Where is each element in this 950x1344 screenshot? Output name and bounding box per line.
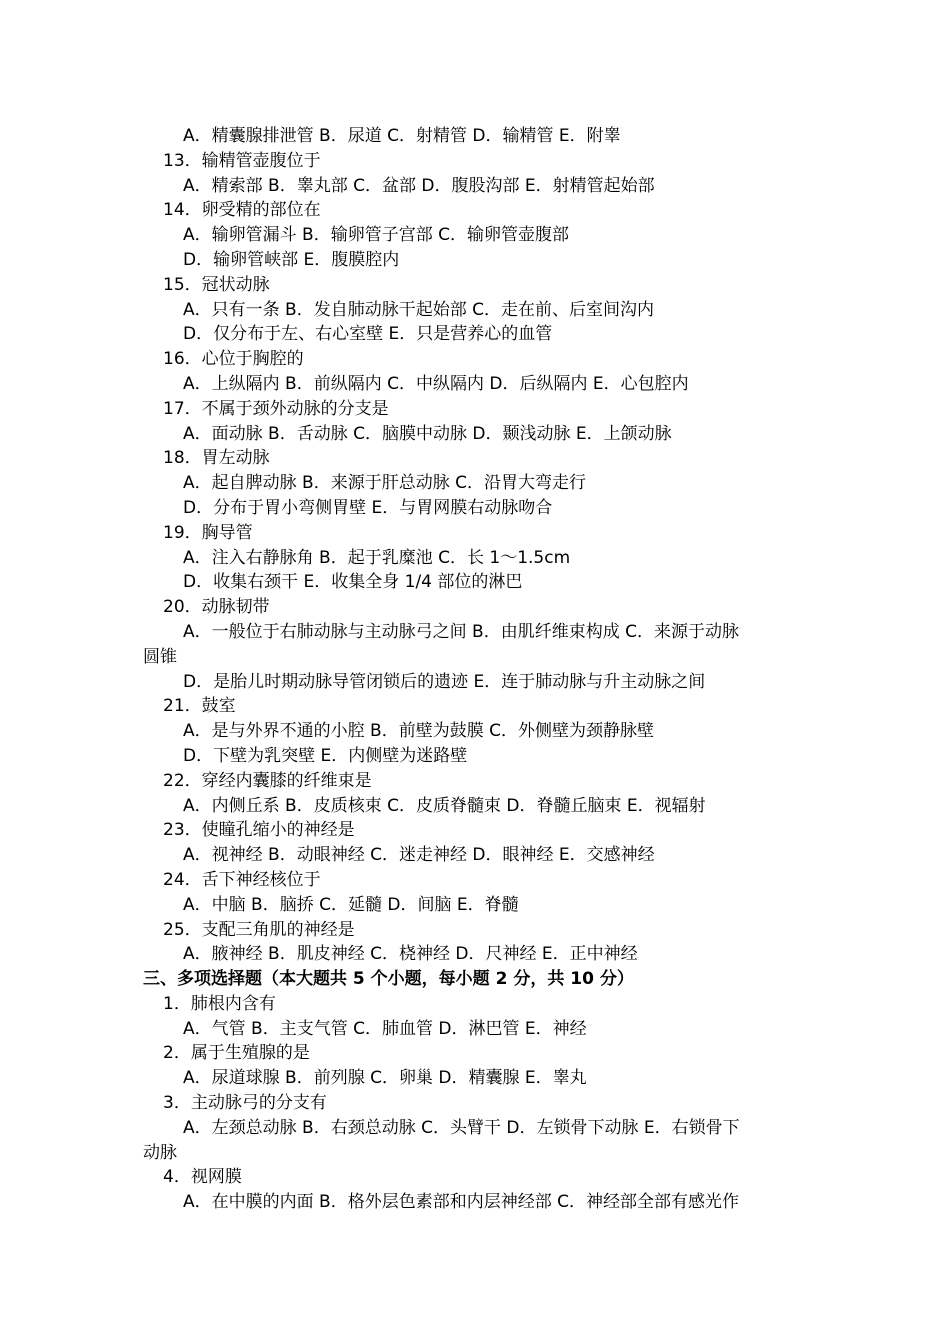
answer-options: D．输卵管峡部 E．腹膜腔内 — [183, 249, 400, 270]
answer-options: A．中脑 B．脑挢 C．延髓 D．间脑 E．脊髓 — [183, 894, 519, 915]
answer-options: A．只有一条 B．发自肺动脉干起始部 C．走在前、后室间沟内 — [183, 299, 654, 320]
question-stem: 15．冠状动脉 — [163, 274, 270, 295]
question-stem: 18．胃左动脉 — [163, 448, 270, 469]
answer-options: A．是与外界不通的小腔 B．前壁为鼓膜 C．外侧壁为颈静脉壁 — [183, 721, 654, 742]
answer-options: A．上纵隔内 B．前纵隔内 C．中纵隔内 D．后纵隔内 E．心包腔内 — [183, 373, 689, 394]
question-stem: 17．不属于颈外动脉的分支是 — [163, 398, 389, 419]
question-stem: 1．肺根内含有 — [163, 993, 276, 1014]
section-heading: 三、多项选择题（本大题共 5 个小题，每小题 2 分，共 10 分） — [143, 969, 634, 990]
answer-options: A．内侧丘系 B．皮质核束 C．皮质脊髓束 D．脊髓丘脑束 E．视辐射 — [183, 795, 706, 816]
answer-options: A．腋神经 B．肌皮神经 C．桡神经 D．尺神经 E．正中神经 — [183, 944, 638, 965]
answer-options: A．一般位于右肺动脉与主动脉弓之间 B．由肌纤维束构成 C．来源于动脉 — [183, 621, 739, 642]
answer-options: A．起自脾动脉 B．来源于肝总动脉 C．沿胃大弯走行 — [183, 473, 586, 494]
answer-options: A．气管 B．主支气管 C．肺血管 D．淋巴管 E．神经 — [183, 1018, 587, 1039]
question-stem: 13．输精管壶腹位于 — [163, 150, 321, 171]
answer-options: D．收集右颈干 E．收集全身 1/4 部位的淋巴 — [183, 572, 523, 593]
question-stem: 3．主动脉弓的分支有 — [163, 1093, 327, 1114]
exam-questions — [143, 124, 813, 1215]
answer-options: A．注入右静脉角 B．起于乳糜池 C．长 1～1.5cm — [183, 547, 571, 568]
answer-options: A．左颈总动脉 B．右颈总动脉 C．头臂干 D．左锁骨下动脉 E．右锁骨下 — [183, 1117, 740, 1138]
answer-options: D．是胎儿时期动脉导管闭锁后的遗迹 E．连于肺动脉与升主动脉之间 — [183, 671, 706, 692]
question-stem: 23．使瞳孔缩小的神经是 — [163, 820, 355, 841]
answer-options: A．输卵管漏斗 B．输卵管子宫部 C．输卵管壶腹部 — [183, 225, 569, 246]
question-stem: 16．心位于胸腔的 — [163, 349, 304, 370]
answer-options: A．面动脉 B．舌动脉 C．脑膜中动脉 D．颞浅动脉 E．上颌动脉 — [183, 423, 672, 444]
question-stem: 2．属于生殖腺的是 — [163, 1043, 310, 1064]
question-stem: 25．支配三角肌的神经是 — [163, 919, 355, 940]
question-stem: 4．视网膜 — [163, 1167, 242, 1188]
answer-options: A．尿道球腺 B．前列腺 C．卵巢 D．精囊腺 E．睾丸 — [183, 1068, 587, 1089]
question-stem: 21．鼓室 — [163, 696, 236, 717]
question-stem: 14．卵受精的部位在 — [163, 200, 321, 221]
answer-options: A．在中膜的内面 B．格外层色素部和内层神经部 C．神经部全部有感光作 — [183, 1192, 739, 1213]
answer-options: A．精囊腺排泄管 B．尿道 C．射精管 D．输精管 E．附睾 — [183, 126, 621, 146]
answer-options: D．下壁为乳突壁 E．内侧壁为迷路壁 — [183, 745, 468, 766]
answer-options: D．仅分布于左、右心室壁 E．只是营养心的血管 — [183, 324, 553, 345]
answer-options: D．分布于胃小弯侧胃壁 E．与胃网膜右动脉吻合 — [183, 497, 553, 518]
answer-options: A．视神经 B．动眼神经 C．迷走神经 D．眼神经 E．交感神经 — [183, 845, 655, 866]
answer-options: A．精索部 B．睾丸部 C．盆部 D．腹股沟部 E．射精管起始部 — [183, 175, 655, 196]
question-stem: 20．动脉韧带 — [163, 597, 270, 618]
wrapped-text: 动脉 — [143, 1142, 177, 1163]
question-stem: 24．舌下神经核位于 — [163, 869, 321, 890]
wrapped-text: 圆锥 — [143, 646, 177, 667]
question-stem: 22．穿经内囊膝的纤维束是 — [163, 770, 372, 791]
question-stem: 19．胸导管 — [163, 522, 253, 543]
